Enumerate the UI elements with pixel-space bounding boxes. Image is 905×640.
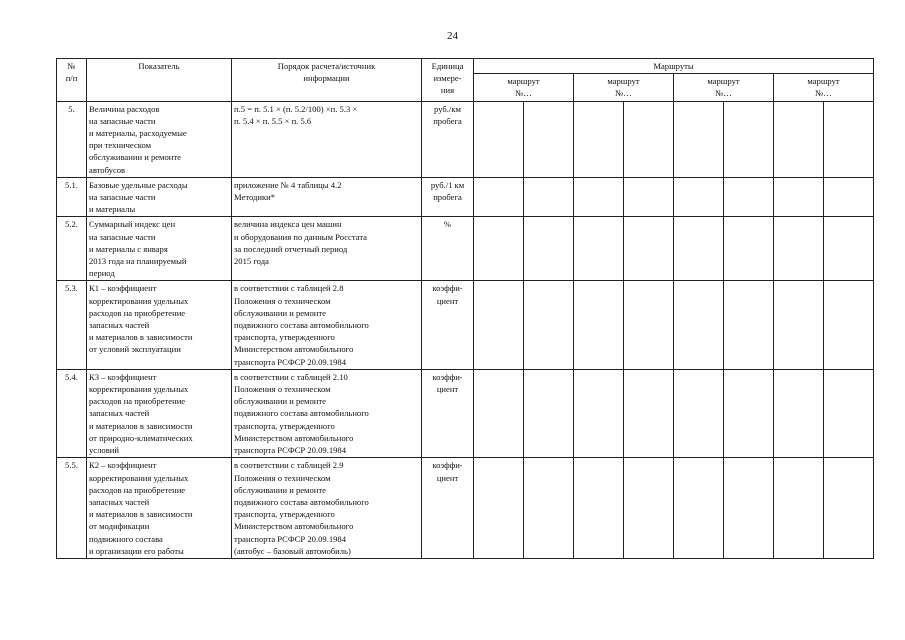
route-value-cell xyxy=(574,458,624,559)
row-indicator: Величина расходов на запасные части и материалы, расходуемые при техническом обслуживании и ремонте автобусов xyxy=(87,101,232,177)
route-value-cell xyxy=(674,281,724,369)
route-value-cell xyxy=(574,177,624,217)
route-value-cell xyxy=(774,369,824,457)
header-num: № п/п xyxy=(57,59,87,102)
route-value-cell xyxy=(524,101,574,177)
table-body xyxy=(57,101,874,558)
page-number: 24 xyxy=(447,30,458,42)
route-value-cell xyxy=(724,177,774,217)
route-value-cell xyxy=(724,369,774,457)
route-value-cell xyxy=(774,217,824,281)
route-value-cell xyxy=(524,458,574,559)
row-number: 5.4. xyxy=(57,369,87,457)
route-value-cell xyxy=(824,369,874,457)
row-number: 5. xyxy=(57,101,87,177)
route-value-cell xyxy=(724,101,774,177)
route-value-cell xyxy=(474,101,524,177)
route-value-cell xyxy=(774,458,824,559)
row-unit: коэффи- циент xyxy=(422,458,474,559)
row-indicator: К1 – коэффициент корректирования удельных расходов на приобретение запасных частей и материалов в зависимости от условий эксплуатации xyxy=(87,281,232,369)
row-method: приложение № 4 таблицы 4.2 Методики* xyxy=(232,177,422,217)
table-row xyxy=(57,281,874,369)
calculation-table xyxy=(56,58,874,559)
route-value-cell xyxy=(474,281,524,369)
row-unit: коэффи- циент xyxy=(422,369,474,457)
row-number: 5.1. xyxy=(57,177,87,217)
route-value-cell xyxy=(824,281,874,369)
route-header-4: маршрут №… xyxy=(774,74,874,101)
route-value-cell xyxy=(674,217,724,281)
table-row xyxy=(57,177,874,217)
row-method: в соответствии с таблицей 2.9 Положения о техническом обслуживании и ремонте подвижного состава автомобильного транспорта, утвержденного Министерством автомобильного транспорта РСФСР 20.09.1984 (автобус – базовый автомобиль) xyxy=(232,458,422,559)
route-value-cell xyxy=(824,458,874,559)
route-value-cell xyxy=(824,101,874,177)
table-row xyxy=(57,458,874,559)
route-value-cell xyxy=(824,217,874,281)
route-value-cell xyxy=(624,369,674,457)
row-unit: руб./1 км пробега xyxy=(422,177,474,217)
table-row xyxy=(57,369,874,457)
row-method: величина индекса цен машин и оборудования по данным Росстата за последний отчетный период 2015 года xyxy=(232,217,422,281)
table-row xyxy=(57,217,874,281)
route-value-cell xyxy=(624,281,674,369)
route-value-cell xyxy=(574,369,624,457)
row-unit: коэффи- циент xyxy=(422,281,474,369)
route-value-cell xyxy=(624,101,674,177)
route-value-cell xyxy=(774,101,824,177)
route-value-cell xyxy=(674,101,724,177)
route-value-cell xyxy=(624,217,674,281)
row-indicator: Базовые удельные расходы на запасные части и материалы xyxy=(87,177,232,217)
row-indicator: К2 – коэффициент корректирования удельных расходов на приобретение запасных частей и материалов в зависимости от модификации подвижного состава и организации его работы xyxy=(87,458,232,559)
row-unit: руб./км пробега xyxy=(422,101,474,177)
route-value-cell xyxy=(774,281,824,369)
route-value-cell xyxy=(674,458,724,559)
route-value-cell xyxy=(724,281,774,369)
header-row xyxy=(57,59,874,74)
route-value-cell xyxy=(674,369,724,457)
row-number: 5.3. xyxy=(57,281,87,369)
route-value-cell xyxy=(474,177,524,217)
route-value-cell xyxy=(724,458,774,559)
route-header-1: маршрут №… xyxy=(474,74,574,101)
route-value-cell xyxy=(624,458,674,559)
route-value-cell xyxy=(824,177,874,217)
row-indicator: Суммарный индекс цен на запасные части и материалы с января 2013 года на планируемый период xyxy=(87,217,232,281)
route-header-3: маршрут №… xyxy=(674,74,774,101)
route-value-cell xyxy=(574,281,624,369)
row-unit: % xyxy=(422,217,474,281)
route-value-cell xyxy=(524,217,574,281)
row-indicator: К3 – коэффициент корректирования удельных расходов на приобретение запасных частей и материалов в зависимости от природно-климатических условий xyxy=(87,369,232,457)
route-value-cell xyxy=(724,217,774,281)
row-number: 5.2. xyxy=(57,217,87,281)
header-indicator: Показатель xyxy=(87,59,232,102)
route-header-2: маршрут №… xyxy=(574,74,674,101)
route-value-cell xyxy=(474,217,524,281)
route-value-cell xyxy=(574,101,624,177)
header-routes: Маршруты xyxy=(474,59,874,74)
row-method: в соответствии с таблицей 2.10 Положения о техническом обслуживании и ремонте подвижного состава автомобильного транспорта, утвержденного Министерством автомобильного транспорта РСФСР 20.09.1984 xyxy=(232,369,422,457)
route-value-cell xyxy=(574,217,624,281)
route-value-cell xyxy=(524,369,574,457)
route-value-cell xyxy=(524,177,574,217)
route-value-cell xyxy=(774,177,824,217)
route-value-cell xyxy=(624,177,674,217)
route-value-cell xyxy=(474,458,524,559)
table-row xyxy=(57,101,874,177)
route-value-cell xyxy=(474,369,524,457)
row-method: в соответствии с таблицей 2.8 Положения о техническом обслуживании и ремонте подвижного состава автомобильного транспорта, утвержденного Министерством автомобильного транспорта РСФСР 20.09.1984 xyxy=(232,281,422,369)
route-value-cell xyxy=(524,281,574,369)
route-value-cell xyxy=(674,177,724,217)
row-number: 5.5. xyxy=(57,458,87,559)
header-method: Порядок расчета/источник информации xyxy=(232,59,422,102)
header-unit: Единица измере- ния xyxy=(422,59,474,102)
row-method: п.5 = п. 5.1 × (п. 5.2/100) ×п. 5.3 × п. 5.4 × п. 5.5 × п. 5.6 xyxy=(232,101,422,177)
